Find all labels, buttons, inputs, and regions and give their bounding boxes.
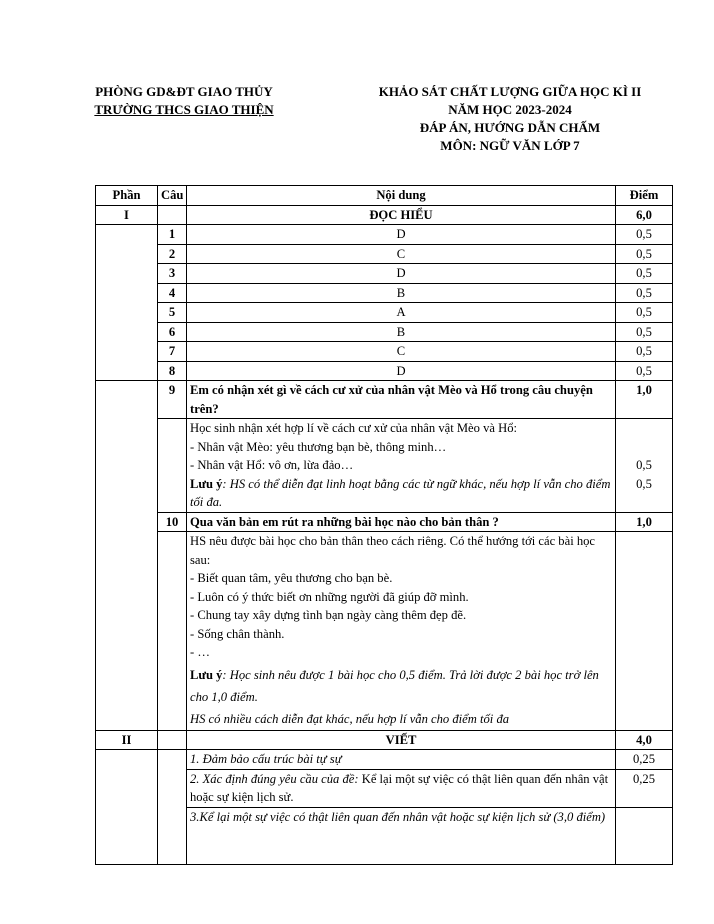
question-10-row	[96, 512, 673, 532]
school-name: TRƯỜNG THCS GIAO THIỆN	[94, 102, 274, 117]
section-part: I	[96, 205, 158, 225]
section-score: 6,0	[616, 205, 673, 225]
answer: B	[187, 283, 616, 303]
section-part: II	[96, 730, 158, 750]
question-9-row	[96, 381, 673, 419]
table-row	[96, 244, 673, 264]
question-number: 6	[158, 322, 187, 342]
question-number: 7	[158, 342, 187, 362]
score: 0,5	[616, 225, 673, 245]
writing-criterion: 3.Kể lại một sự việc có thật liên quan đến nhân vật hoặc sự kiện lịch sử (3,0 điểm)	[187, 807, 616, 864]
writing-score	[616, 807, 673, 864]
question-number: 4	[158, 283, 187, 303]
writing-score: 0,25	[616, 750, 673, 770]
section-title: VIẾT	[187, 730, 616, 750]
guide-line: - …	[190, 645, 210, 659]
table-row	[96, 361, 673, 381]
guide-note	[190, 475, 612, 512]
criterion-detail: Kể lại một sự việc có thật liên quan đến nhân vật hoặc sự kiện lịch sử.	[190, 771, 609, 804]
answer-guide	[187, 532, 616, 731]
criterion-label: 2. Xác định đúng yêu cầu của đề:	[190, 771, 359, 786]
score: 0,5	[616, 361, 673, 381]
header-score: Điểm	[616, 186, 673, 206]
question-text: Qua văn bản em rút ra những bài học nào cho bản thân ?	[187, 512, 616, 532]
guide-note	[190, 664, 612, 708]
answer: D	[187, 264, 616, 284]
line-score: 0,5	[636, 458, 652, 472]
question-number: 3	[158, 264, 187, 284]
question-9-answer-row	[96, 419, 673, 513]
score: 0,5	[616, 244, 673, 264]
table-row	[96, 322, 673, 342]
answer: D	[187, 225, 616, 245]
question-number: 5	[158, 303, 187, 323]
subject-title: MÔN: NGỮ VĂN LỚP 7	[440, 138, 580, 153]
answer: C	[187, 244, 616, 264]
guide-line: - Chung tay xây dựng tình bạn ngày càng thêm đẹp đẽ.	[190, 608, 467, 622]
guide-line: - Luôn có ý thức biết ơn những người đã giúp đỡ mình.	[190, 589, 469, 604]
section-title: ĐỌC HIỂU	[187, 205, 616, 225]
answer-key-table	[95, 185, 673, 865]
header-left	[86, 83, 282, 119]
table-row	[96, 264, 673, 284]
score: 0,5	[616, 303, 673, 323]
score: 0,5	[616, 322, 673, 342]
department-name: PHÒNG GD&ĐT GIAO THỦY	[95, 84, 273, 99]
answer: A	[187, 303, 616, 323]
table-row	[96, 303, 673, 323]
table-row	[96, 283, 673, 303]
note-text: : HS có thể diễn đạt linh hoạt bằng các từ ngữ khác, nếu hợp lí vẫn cho điểm tối đa.	[190, 476, 611, 509]
guide-note-2: HS có nhiều cách diễn đạt khác, nếu hợp lí vẫn cho điểm tối đa	[190, 711, 510, 726]
note-label: Lưu ý	[190, 476, 223, 491]
line-scores	[616, 419, 673, 513]
guide-line: Học sinh nhận xét hợp lí về cách cư xử của nhân vật Mèo và Hổ:	[190, 421, 518, 435]
header-right	[355, 83, 665, 155]
question-number: 2	[158, 244, 187, 264]
line-score: 0,5	[636, 476, 652, 491]
table-row	[96, 342, 673, 362]
answer: B	[187, 322, 616, 342]
question-number: 8	[158, 361, 187, 381]
answer-guide	[187, 419, 616, 513]
question-10-answer-row	[96, 532, 673, 731]
note-label: Lưu ý	[190, 667, 223, 682]
header-part: Phần	[96, 186, 158, 206]
question-text: Em có nhận xét gì về cách cư xử của nhân vật Mèo và Hổ trong câu chuyện trên?	[187, 381, 616, 419]
header-content: Nội dung	[187, 186, 616, 206]
score: 0,5	[616, 264, 673, 284]
guide-line: - Nhân vật Hổ: vô ơn, lừa đảo…	[190, 458, 354, 472]
writing-row	[96, 750, 673, 770]
writing-score: 0,25	[616, 769, 673, 807]
table-header-row	[96, 186, 673, 206]
score: 0,5	[616, 342, 673, 362]
guide-line: - Nhân vật Mèo: yêu thương bạn bè, thông minh…	[190, 439, 447, 454]
score: 0,5	[616, 283, 673, 303]
answer-key-title: ĐÁP ÁN, HƯỚNG DẪN CHẤM	[419, 120, 601, 135]
header-question: Câu	[158, 186, 187, 206]
answer: D	[187, 361, 616, 381]
section-score: 4,0	[616, 730, 673, 750]
question-number: 9	[158, 381, 187, 419]
writing-criterion: 1. Đảm bảo cấu trúc bài tự sự	[187, 750, 616, 770]
guide-line: - Sống chân thành.	[190, 626, 285, 641]
section-row-writing	[96, 730, 673, 750]
question-score: 1,0	[616, 512, 673, 532]
question-number: 1	[158, 225, 187, 245]
section-row-reading	[96, 205, 673, 225]
question-score: 1,0	[616, 381, 673, 419]
answer: C	[187, 342, 616, 362]
note-text: : Học sinh nêu được 1 bài học cho 0,5 điểm. Trả lời được 2 bài học trở lên cho 1,0 điểm.	[190, 667, 599, 704]
table-row	[96, 225, 673, 245]
guide-intro: HS nêu được bài học cho bản thân theo cách riêng. Có thể hướng tới các bài học sau:	[190, 534, 596, 567]
question-number: 10	[158, 512, 187, 532]
school-year: NĂM HỌC 2023-2024	[448, 102, 572, 117]
guide-line: - Biết quan tâm, yêu thương cho bạn bè.	[190, 571, 393, 585]
exam-title: KHẢO SÁT CHẤT LƯỢNG GIỮA HỌC KÌ II	[378, 84, 642, 99]
writing-criterion	[187, 769, 616, 807]
